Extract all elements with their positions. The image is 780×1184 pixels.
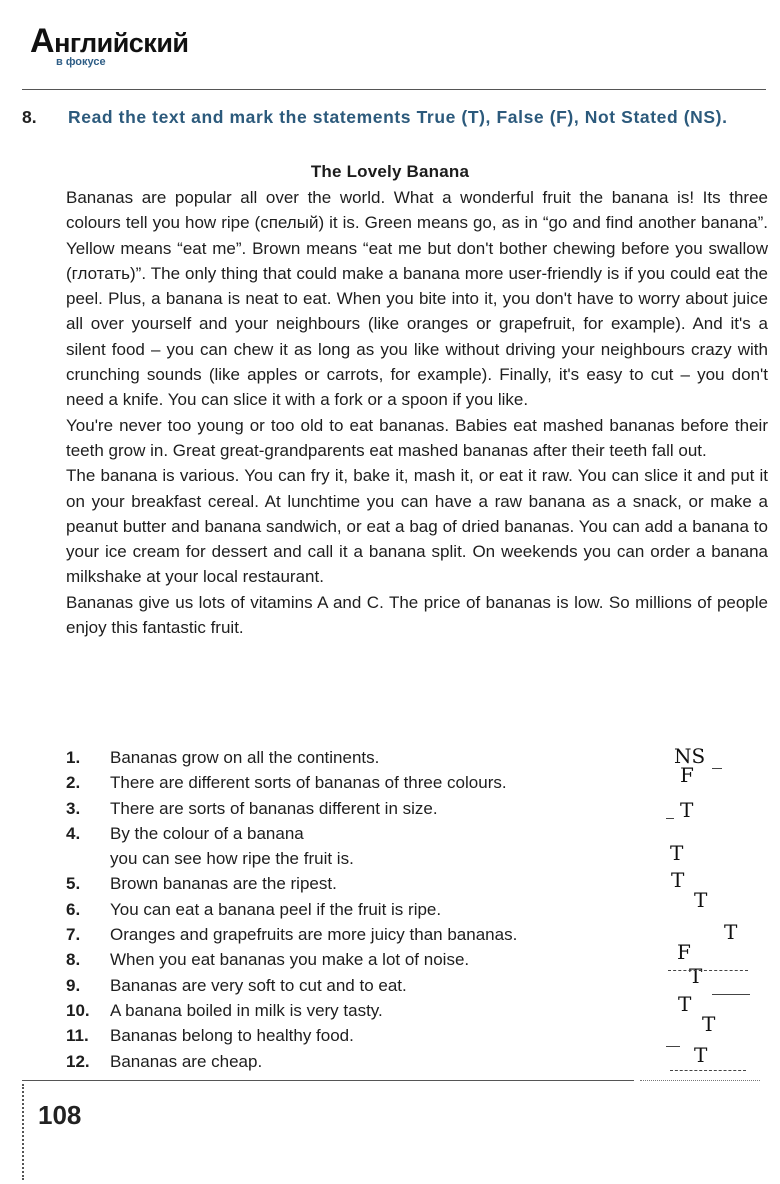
handwritten-answer-3: T — [680, 798, 694, 822]
statement-item — [66, 922, 666, 947]
pencil-mark — [668, 970, 748, 971]
story-paragraph-3: The banana is various. You can fry it, bake it, mash it, or eat it raw. You can slice it and put it on your breakfast cereal. At lunchtime you can have a raw banana as a snack, or make a peanut butter and banana sandwich, or eat a bag of dried bananas. You can add a banana to your ice cream for dessert and call it a banana split. On weekends you can order a banana milkshake at your local restaurant. — [66, 466, 768, 587]
statement-text: There are sorts of bananas different in size. — [110, 798, 438, 818]
statement-text: Brown bananas are the ripest. — [110, 874, 337, 894]
story-title: The Lovely Banana — [310, 162, 470, 181]
statement-item — [66, 821, 666, 872]
statement-number: 5. — [66, 874, 81, 894]
statement-number: 1. — [66, 748, 81, 767]
pencil-mark — [712, 994, 750, 995]
statement-number: 7. — [66, 925, 81, 945]
handwritten-answer-4: T — [670, 841, 684, 865]
statement-number: 4. — [66, 823, 81, 843]
task-instruction — [22, 105, 770, 129]
handwritten-answer-12: T — [694, 1043, 708, 1067]
statements-list — [66, 745, 666, 1074]
statement-item — [66, 796, 666, 821]
handwritten-answer-10: T — [678, 992, 692, 1016]
handwritten-answer-1: NS — [674, 744, 706, 768]
statement-item — [66, 745, 666, 770]
statement-text: You can eat a banana peel if the fruit is ripe. — [110, 899, 442, 919]
logo-word: нглийский — [54, 28, 189, 58]
handwritten-answer-11: T — [702, 1012, 716, 1036]
margin-dots — [22, 1084, 24, 1180]
page-number: 108 — [38, 1100, 82, 1130]
handwritten-answer-8: F — [677, 940, 691, 964]
statement-number: 8. — [66, 950, 81, 970]
handwritten-answer-6: T — [694, 888, 708, 912]
statement-text: Bananas grow on all the continents. — [110, 748, 380, 767]
logo-initial: А — [30, 22, 55, 60]
statement-item — [66, 947, 666, 972]
story-paragraph-2: You're never too young or too old to eat bananas. Babies eat mashed bananas before their teeth grow in. Great great-grandparents eat mashed bananas after their teeth fall out. — [66, 415, 768, 460]
story-paragraph-1: Bananas are popular all over the world. What a wonderful fruit the banana is! Its three colours tell you how ripe (спелый) it is. Green means go, as in “go and find another banana”. Yellow means “eat me”. Brown means “eat me but don't bother chewing before you swallow (глотать)”. The only thing that could make a banana more user-friendly is if you could eat the peel. Plus, a banana is neat to eat. When you bite into it, you don't have to worry about juice all over yourself and your neighbours (like oranges or grapefruit, for example). And it's a silent food – you can chew it as long as you like without driving your neighbours crazy with crunching sounds (like apples or carrots, for example). Finally, it's easy to cut – you don't need a knife. You can slice it with a fork or a spoon if you like. — [66, 188, 768, 410]
statement-number: 3. — [66, 798, 81, 818]
statement-number: 10. — [66, 1000, 90, 1020]
statement-text: There are different sorts of bananas of three colours. — [110, 773, 507, 793]
task-text: Read the text and mark the statements True (T), False (F), Not Stated (NS). — [68, 107, 728, 127]
statement-text: Bananas are cheap. — [110, 1051, 263, 1071]
footer-divider — [22, 1080, 634, 1081]
logo-title — [30, 22, 189, 60]
statement-item — [66, 871, 666, 896]
handwritten-answer-5: T — [671, 868, 685, 892]
pencil-mark — [670, 1070, 746, 1071]
statement-number: 2. — [66, 773, 81, 793]
statement-number: 12. — [66, 1051, 90, 1071]
statement-text: Bananas belong to healthy food. — [110, 1026, 354, 1046]
series-logo — [30, 22, 189, 68]
pencil-mark — [666, 1046, 680, 1047]
statement-item — [66, 998, 666, 1023]
task-number: 8. — [22, 107, 37, 127]
story-text — [66, 185, 768, 640]
statement-number: 6. — [66, 899, 81, 919]
statement-item — [66, 1023, 666, 1048]
statement-item — [66, 770, 666, 795]
pencil-mark — [712, 768, 722, 769]
pencil-mark — [666, 818, 674, 819]
handwritten-answer-9: T — [689, 964, 703, 988]
handwritten-answer-2: F — [680, 763, 694, 787]
statement-item — [66, 1049, 666, 1074]
statement-item — [66, 973, 666, 998]
statement-item — [66, 897, 666, 922]
footer-divider-dots — [640, 1080, 760, 1081]
statement-text: When you eat bananas you make a lot of noise. — [110, 950, 470, 970]
statement-number: 9. — [66, 975, 81, 995]
statement-text-continued: you can see how ripe the fruit is. — [110, 849, 354, 869]
statement-text: A banana boiled in milk is very tasty. — [110, 1000, 383, 1020]
statement-number: 11. — [66, 1026, 89, 1046]
header-divider — [22, 89, 766, 90]
story-paragraph-4: Bananas give us lots of vitamins A and C. The price of bananas is low. So millions of people enjoy this fantastic fruit. — [66, 592, 768, 638]
logo-subtitle: в фокусе — [56, 56, 106, 68]
statement-text: Oranges and grapefruits are more juicy than bananas. — [110, 925, 518, 945]
statement-text: Bananas are very soft to cut and to eat. — [110, 975, 407, 995]
handwritten-answer-7: T — [724, 920, 738, 944]
statement-text: By the colour of a banana — [110, 823, 304, 843]
